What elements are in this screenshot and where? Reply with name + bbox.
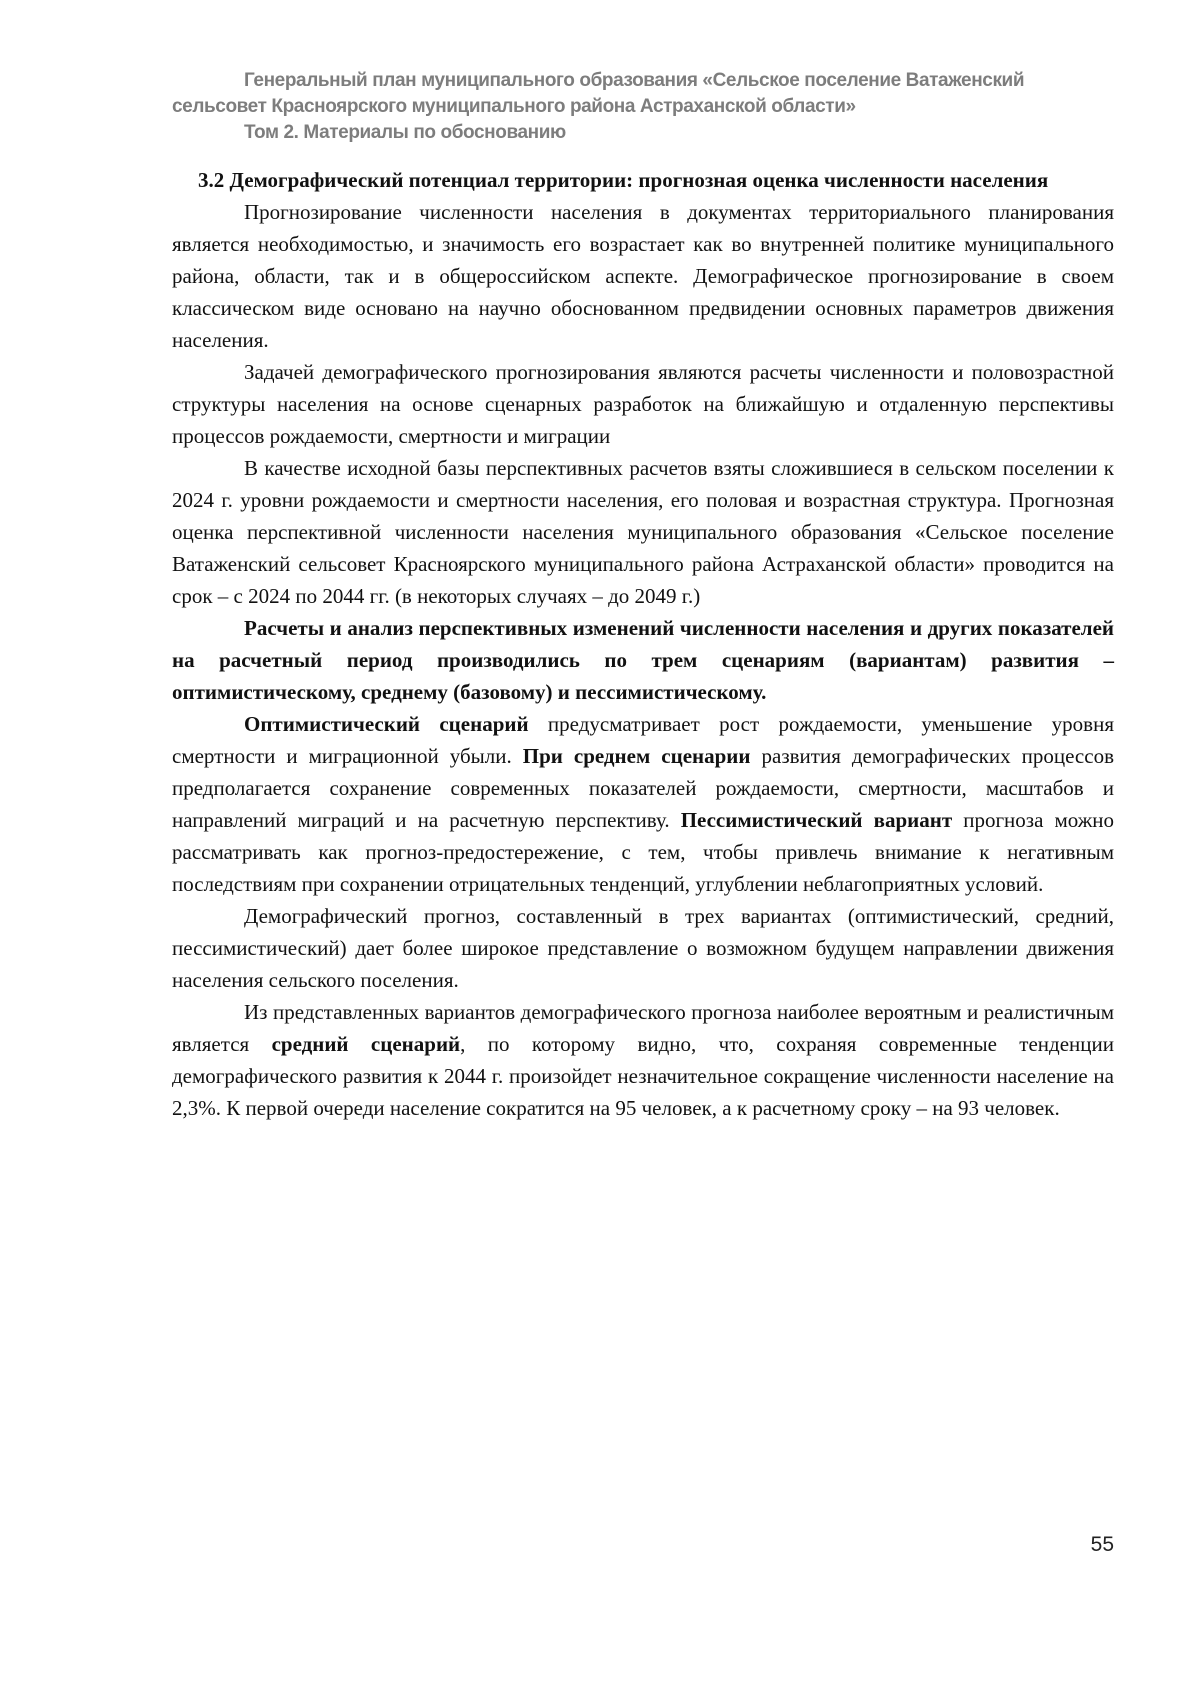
page-number: 55 <box>1090 1533 1114 1556</box>
medium-scenario-highlight: средний сценарий <box>271 1032 461 1056</box>
paragraph-base-data: В качестве исходной базы перспективных расчетов взяты сложившиеся в сельском поселении к 2024 г. уровни рождаемости и смертности населения, его половая и возрастная структура. Прогнозная оценка перспективной численности населения муниципального образования «Сельское поселение Ватаженский сельсовет Красноярского муниципального района Астраханской области» проводится на срок – с 2024 по 2044 гг. (в некоторых случаях – до 2049 г.) <box>172 456 1114 608</box>
document-header <box>172 68 1114 146</box>
paragraph-forecasting-intro: Прогнозирование численности населения в документах территориального планирования является необходимостью, и значимость его возрастает как во внутренней политике муниципального района, области, так и в общероссийском аспекте. Демографическое прогнозирование в своем классическом виде основано на научно обоснованном предвидении основных параметров движения населения. <box>172 200 1114 352</box>
optimistic-scenario-term: Оптимистический сценарий <box>244 712 529 736</box>
medium-scenario-term: При среднем сценарии <box>522 744 751 768</box>
scenarios-summary-text: Расчеты и анализ перспективных изменений численности населения и других показателей на расчетный период производились по трем сценариям (вариантам) развития – оптимистическому, среднему (базовому) и пессимистическому. <box>172 616 1114 704</box>
paragraph-scenarios-summary <box>172 612 1114 708</box>
header-title-line-1: Генеральный план муниципального образования «Сельское поселение Ватаженский <box>244 70 1025 91</box>
optimistic-scenario-text: предусматривает рост рождаемости, уменьшение уровня смертности и миграционной убыли. <box>172 712 1114 768</box>
pessimistic-scenario-term: Пессимистический вариант <box>680 808 953 832</box>
paragraph-forecasting-task: Задачей демографического прогнозирования являются расчеты численности и половозрастной структуры населения на основе сценарных разработок на ближайшую и отдаленную перспективы процессов рождаемости, смертности и миграции <box>172 360 1114 448</box>
document-body <box>172 164 1114 1124</box>
conclusion-text-end: , по которому видно, что, сохраняя современные тенденции демографического развития к 2044 г. произойдет незначительное сокращение численности население на 2,3%. К первой очереди население сократится на 95 человек, а к расчетному сроку – на 93 человек. <box>172 1032 1114 1120</box>
header-volume-title: Том 2. Материалы по обоснованию <box>244 122 566 143</box>
paragraph-conclusion <box>172 996 1114 1124</box>
conclusion-text-start: Из представленных вариантов демографического прогноза наиболее вероятным и реалистичным является <box>172 1000 1114 1056</box>
paragraph-scenarios-description <box>172 708 1114 900</box>
header-title-line-2: сельсовет Красноярского муниципального района Астраханской области» <box>172 96 856 117</box>
paragraph-forecast-variants: Демографический прогноз, составленный в трех вариантах (оптимистический, средний, пессимистический) дает более широкое представление о возможном будущем направлении движения населения сельского поселения. <box>172 904 1114 992</box>
pessimistic-scenario-text: прогноза можно рассматривать как прогноз-предостережение, с тем, чтобы привлечь внимание к негативным последствиям при сохранении отрицательных тенденций, углублении неблагоприятных условий. <box>172 808 1114 896</box>
section-heading: 3.2 Демографический потенциал территории: прогнозная оценка численности населения <box>198 168 1049 192</box>
medium-scenario-text: развития демографических процессов предполагается сохранение современных показателей рождаемости, смертности, масштабов и направлений миграций и на расчетную перспективу. <box>172 744 1114 832</box>
